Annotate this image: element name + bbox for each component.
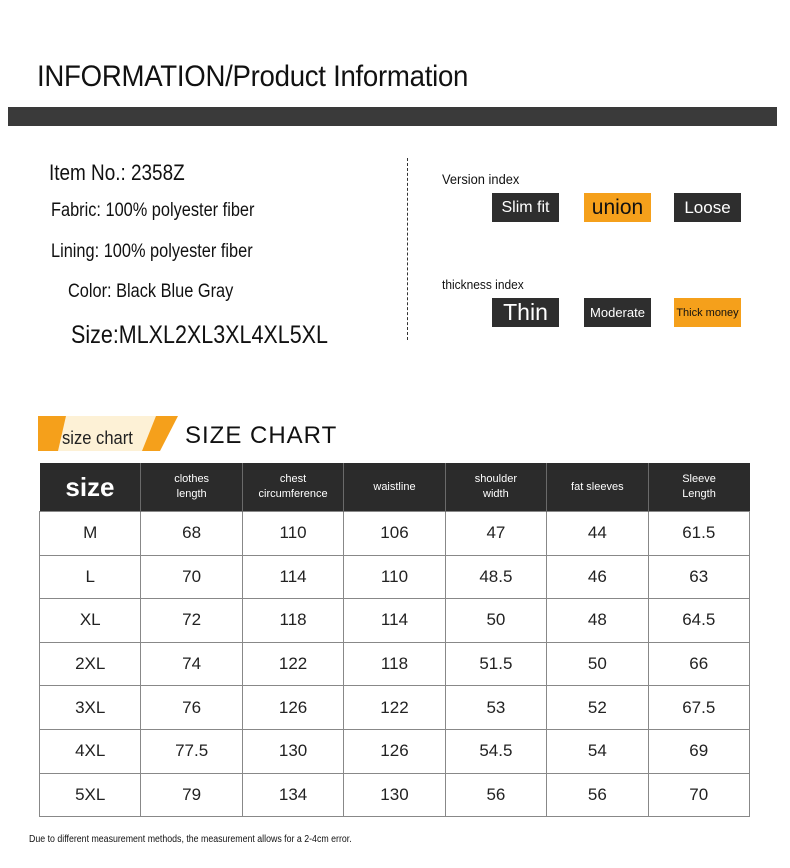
table-cell: 2XL bbox=[40, 642, 141, 686]
table-cell: 114 bbox=[242, 555, 343, 599]
table-cell: 122 bbox=[242, 642, 343, 686]
table-cell: 130 bbox=[242, 729, 343, 773]
table-cell: 44 bbox=[547, 512, 648, 556]
table-cell: 53 bbox=[445, 686, 546, 730]
table-cell: 76 bbox=[141, 686, 242, 730]
table-cell: 61.5 bbox=[648, 512, 749, 556]
table-cell: 56 bbox=[445, 773, 546, 817]
table-cell: 51.5 bbox=[445, 642, 546, 686]
table-cell: 114 bbox=[344, 599, 445, 643]
table-cell: 3XL bbox=[40, 686, 141, 730]
table-row bbox=[40, 773, 750, 817]
thickness-index-label: thickness index bbox=[442, 277, 524, 292]
header-waistline: waistline bbox=[344, 463, 445, 512]
header-clothes-length: clothes length bbox=[141, 463, 242, 512]
table-cell: 66 bbox=[648, 642, 749, 686]
measurement-footnote: Due to different measurement methods, the measurement allows for a 2-4cm error. bbox=[29, 834, 352, 845]
thickness-tag-moderate: Moderate bbox=[584, 298, 651, 327]
header-divider-bar bbox=[8, 107, 777, 126]
size-chart-badge-label: size chart bbox=[62, 428, 133, 448]
table-cell: 69 bbox=[648, 729, 749, 773]
table-cell: 54.5 bbox=[445, 729, 546, 773]
table-row bbox=[40, 512, 750, 556]
version-tag-slim-fit: Slim fit bbox=[492, 193, 559, 222]
table-cell: 50 bbox=[445, 599, 546, 643]
table-cell: L bbox=[40, 555, 141, 599]
header-shoulder-width: shoulder width bbox=[445, 463, 546, 512]
version-tag-union: union bbox=[584, 193, 651, 222]
table-cell: 126 bbox=[242, 686, 343, 730]
header-sleeve-length: Sleeve Length bbox=[648, 463, 749, 512]
fabric-info: Fabric: 100% polyester fiber bbox=[51, 200, 255, 221]
table-cell: 134 bbox=[242, 773, 343, 817]
table-cell: M bbox=[40, 512, 141, 556]
table-cell: 110 bbox=[242, 512, 343, 556]
table-cell: 50 bbox=[547, 642, 648, 686]
table-cell: 46 bbox=[547, 555, 648, 599]
table-cell: 126 bbox=[344, 729, 445, 773]
table-cell: 56 bbox=[547, 773, 648, 817]
table-row bbox=[40, 555, 750, 599]
page-title: INFORMATION/Product Information bbox=[37, 60, 469, 93]
header-fat-sleeves: fat sleeves bbox=[547, 463, 648, 512]
table-cell: 122 bbox=[344, 686, 445, 730]
table-cell: 79 bbox=[141, 773, 242, 817]
size-chart-title: SIZE CHART bbox=[185, 422, 338, 449]
table-cell: XL bbox=[40, 599, 141, 643]
table-cell: 48 bbox=[547, 599, 648, 643]
dashed-divider bbox=[407, 158, 408, 340]
table-cell: 54 bbox=[547, 729, 648, 773]
table-cell: 118 bbox=[344, 642, 445, 686]
table-cell: 72 bbox=[141, 599, 242, 643]
table-cell: 68 bbox=[141, 512, 242, 556]
table-cell: 63 bbox=[648, 555, 749, 599]
size-info: Size:MLXL2XL3XL4XL5XL bbox=[71, 321, 328, 349]
thickness-tag-thick-money: Thick money bbox=[674, 298, 741, 327]
table-cell: 4XL bbox=[40, 729, 141, 773]
table-cell: 52 bbox=[547, 686, 648, 730]
table-cell: 48.5 bbox=[445, 555, 546, 599]
table-cell: 106 bbox=[344, 512, 445, 556]
table-cell: 74 bbox=[141, 642, 242, 686]
table-cell: 70 bbox=[648, 773, 749, 817]
table-row bbox=[40, 642, 750, 686]
size-chart-header-row bbox=[40, 463, 750, 512]
table-row bbox=[40, 729, 750, 773]
table-cell: 47 bbox=[445, 512, 546, 556]
thickness-tag-thin: Thin bbox=[492, 298, 559, 327]
table-cell: 130 bbox=[344, 773, 445, 817]
table-row bbox=[40, 599, 750, 643]
table-cell: 118 bbox=[242, 599, 343, 643]
table-row bbox=[40, 686, 750, 730]
header-size: size bbox=[40, 463, 141, 512]
size-chart-table bbox=[39, 463, 750, 817]
table-cell: 70 bbox=[141, 555, 242, 599]
version-tag-loose: Loose bbox=[674, 193, 741, 222]
item-number: Item No.: 2358Z bbox=[49, 160, 185, 185]
lining-info: Lining: 100% polyester fiber bbox=[51, 241, 253, 262]
table-cell: 110 bbox=[344, 555, 445, 599]
header-chest-circumference: chest circumference bbox=[242, 463, 343, 512]
version-index-label: Version index bbox=[442, 171, 520, 187]
table-cell: 77.5 bbox=[141, 729, 242, 773]
color-info: Color: Black Blue Gray bbox=[68, 281, 234, 302]
table-cell: 64.5 bbox=[648, 599, 749, 643]
table-cell: 67.5 bbox=[648, 686, 749, 730]
table-cell: 5XL bbox=[40, 773, 141, 817]
